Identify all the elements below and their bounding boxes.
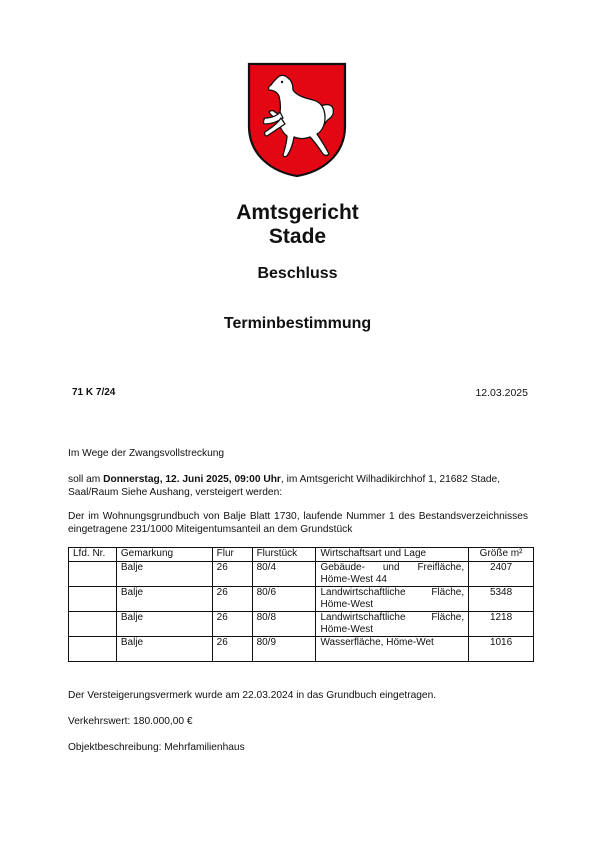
court-title: Amtsgericht xyxy=(236,201,359,224)
cell-groesse: 1016 xyxy=(469,637,534,662)
appointment-prefix: soll am xyxy=(68,474,104,485)
appointment-date: Donnerstag, 12. Juni 2025, 09:00 Uhr xyxy=(103,474,281,485)
cell-flurstueck: 80/9 xyxy=(252,637,316,662)
cell-flurstueck: 80/8 xyxy=(252,612,316,637)
cell-flur: 26 xyxy=(212,612,252,637)
document-type-heading: Beschluss xyxy=(257,265,338,282)
market-value: Verkehrswert: 180.000,00 € xyxy=(68,716,193,727)
cell-lfd-nr xyxy=(69,587,117,612)
cell-wirtschaftsart: Gebäude- und Freifläche, Höme-West 44 xyxy=(316,562,469,587)
cell-gemarkung: Balje xyxy=(116,562,212,587)
header-wirtschaftsart: Wirtschaftsart und Lage xyxy=(316,548,469,562)
case-number: 71 K 7/24 xyxy=(72,387,116,398)
cell-gemarkung: Balje xyxy=(116,587,212,612)
cell-lfd-nr xyxy=(69,612,117,637)
cell-flurstueck: 80/6 xyxy=(252,587,316,612)
cell-groesse: 5348 xyxy=(469,587,534,612)
cell-lfd-nr xyxy=(69,562,117,587)
document-subject-heading: Terminbestimmung xyxy=(223,315,372,332)
table-row xyxy=(69,587,534,612)
table-row xyxy=(69,612,534,637)
cell-flurstueck: 80/4 xyxy=(252,562,316,587)
document-date: 12.03.2025 xyxy=(475,387,528,399)
table-row xyxy=(69,637,534,662)
header-flurstueck: Flurstück xyxy=(252,548,316,562)
property-table xyxy=(68,547,534,662)
registration-note: Der Versteigerungsvermerk wurde am 22.03.2024 in das Grundbuch eingetragen. xyxy=(68,690,437,701)
cell-gemarkung: Balje xyxy=(116,637,212,662)
cell-wirtschaftsart: Landwirtschaftliche Fläche, Höme-West xyxy=(316,612,469,637)
appointment-suffix: , im Amtsgericht Wilhadikirchhof 1, 21682 Stade, Saal/Raum Siehe Aushang, versteigert werden: xyxy=(68,474,501,498)
header-gemarkung: Gemarkung xyxy=(116,548,212,562)
cell-gemarkung: Balje xyxy=(116,612,212,637)
property-paragraph: Der im Wohnungsgrundbuch von Balje Blatt 1730, laufende Nummer 1 des Bestandsverzeichnisses eingetragene 231/1000 Miteigentumsanteil an dem Grundstück xyxy=(68,511,528,535)
header-flur: Flur xyxy=(212,548,252,562)
cell-flur: 26 xyxy=(212,637,252,662)
appointment-paragraph xyxy=(68,474,528,499)
cell-wirtschaftsart: Wasserfläche, Höme-Wet xyxy=(316,637,469,662)
header-lfd-nr: Lfd. Nr. xyxy=(69,548,117,562)
object-description: Objektbeschreibung: Mehrfamilienhaus xyxy=(68,742,245,753)
court-name xyxy=(0,201,595,249)
lower-saxony-horse-crest-icon xyxy=(247,62,347,178)
table-header-row xyxy=(69,548,534,562)
cell-flur: 26 xyxy=(212,587,252,612)
header-groesse: Größe m² xyxy=(469,548,534,562)
cell-groesse: 2407 xyxy=(469,562,534,587)
table-row xyxy=(69,562,534,587)
cell-wirtschaftsart: Landwirtschaftliche Fläche, Höme-West xyxy=(316,587,469,612)
cell-groesse: 1218 xyxy=(469,612,534,637)
intro-paragraph: Im Wege der Zwangsvollstreckung xyxy=(68,448,225,459)
cell-flur: 26 xyxy=(212,562,252,587)
court-location: Stade xyxy=(268,225,327,248)
cell-lfd-nr xyxy=(69,637,117,662)
